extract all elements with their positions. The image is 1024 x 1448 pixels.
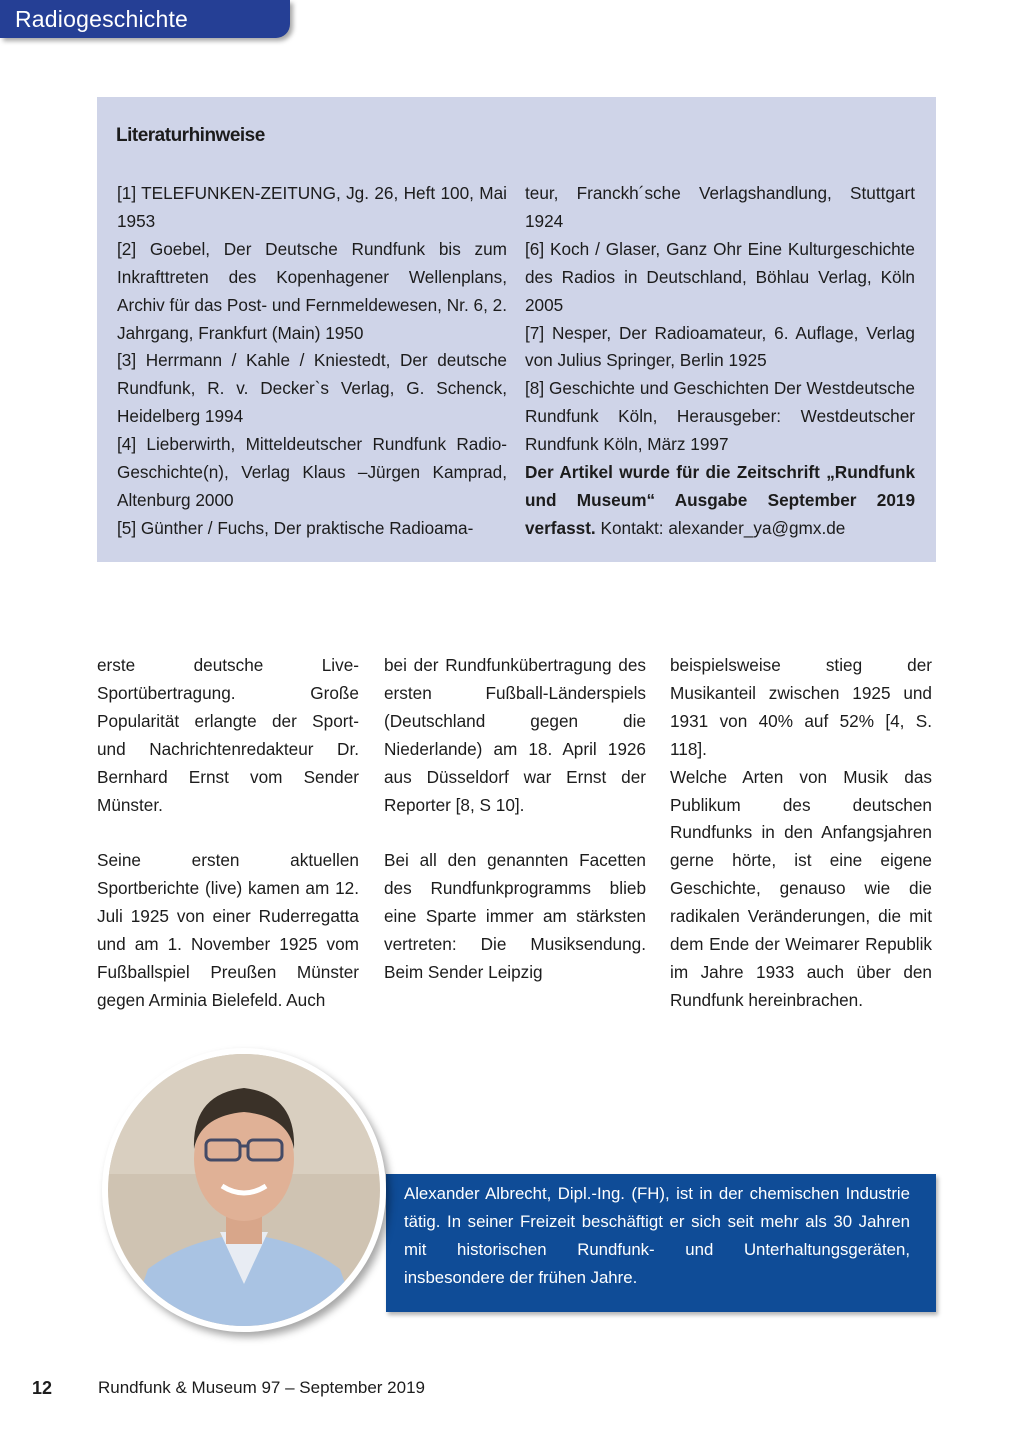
- literature-title: Literaturhinweise: [116, 125, 265, 146]
- section-header-tab: [0, 0, 290, 38]
- reference-3: [3] Herrmann / Kahle / Kniestedt, Der deutsche Rundfunk, R. v. Decker`s Verlag, G. Schenck, Heidelberg 1994: [117, 350, 507, 427]
- section-label: Radiogeschichte: [15, 6, 189, 32]
- reference-2: [2] Goebel, Der Deutsche Rundfunk bis zum Inkrafttreten des Kopenhagener Wellenplans, Archiv für das Post- und Fernmeldewesen, Nr. 6, 2. Jahrgang, Frankfurt (Main) 1950: [117, 238, 507, 343]
- article-note: [525, 459, 915, 543]
- paragraph: Seine ersten aktuellen Sportberichte (live) kamen am 12. Juli 1925 von einer Ruderregatta und am 1. November 1925 vom Fußballspiel Preußen Münster gegen Arminia Bielefeld. Auch: [97, 850, 359, 1010]
- literature-column-right: [525, 180, 915, 543]
- article-column-2: [384, 652, 646, 987]
- article-column-1: [97, 652, 359, 1015]
- paragraph: Bei all den genannten Facetten des Rundfunkprogramms blieb eine Sparte immer am stärksten vertreten: Die Musiksendung. Beim Sender Leipzig: [384, 850, 646, 982]
- literature-box: [97, 97, 936, 562]
- author-bio-box: [386, 1174, 936, 1312]
- article-column-3: [670, 652, 932, 1015]
- paragraph: Welche Arten von Musik das Publikum des deutschen Rundfunks in den Anfangsjahren gerne hörte, ist eine eigene Geschichte, genauso wie die radikalen Veränderungen, die mit dem Ende der Weimarer Republik im Jahre 1933 auch über den Rundfunk hereinbrachen.: [670, 766, 932, 1010]
- article-note-bold: Der Artikel wurde für die Zeitschrift „Rundfunk und Museum“ Ausgabe September 2019 verfasst.: [525, 462, 915, 538]
- contact-email[interactable]: Kontakt: alexander_ya@gmx.de: [595, 517, 846, 538]
- portrait-icon: [108, 1054, 380, 1326]
- paragraph: erste deutsche Live-Sportübertragung. Große Popularität erlangte der Sport- und Nachrichtenredakteur Dr. Bernhard Ernst vom Sender Münster.: [97, 655, 359, 815]
- literature-column-left: [117, 180, 507, 543]
- reference-4: [4] Lieberwirth, Mitteldeutscher Rundfunk Radio-Geschichte(n), Verlag Klaus –Jürgen Kamprad, Altenburg 2000: [117, 434, 507, 510]
- paragraph: beispielsweise stieg der Musikanteil zwischen 1925 und 1931 von 40% auf 52% [4, S. 118].: [670, 655, 932, 759]
- publication-info: Rundfunk & Museum 97 – September 2019: [98, 1378, 425, 1397]
- reference-7: [7] Nesper, Der Radioamateur, 6. Auflage, Verlag von Julius Springer, Berlin 1925: [525, 322, 915, 371]
- author-bio: Alexander Albrecht, Dipl.-Ing. (FH), ist in der chemischen Industrie tätig. In seiner Freizeit beschäftigt er sich seit mehr als 30 Jahren mit historischen Rundfunk- und Unterhaltungsgeräten, insbesondere der frühen Jahre.: [404, 1184, 910, 1287]
- page-number: 12: [32, 1378, 53, 1398]
- author-photo: [102, 1048, 386, 1332]
- reference-6: [6] Koch / Glaser, Ganz Ohr Eine Kulturgeschichte des Radios in Deutschland, Böhlau Verlag, Köln 2005: [525, 238, 915, 315]
- reference-8: [8] Geschichte und Geschichten Der Westdeutsche Rundfunk Köln, Herausgeber: Westdeutscher Rundfunk Köln, März 1997: [525, 378, 915, 455]
- reference-5-end: teur, Franckh´sche Verlagshandlung, Stuttgart 1924: [525, 183, 915, 231]
- reference-1: [1] TELEFUNKEN-ZEITUNG, Jg. 26, Heft 100, Mai 1953: [117, 183, 507, 231]
- reference-5-start: [5] Günther / Fuchs, Der praktische Radioama-: [117, 517, 474, 538]
- paragraph: bei der Rundfunkübertragung des ersten Fußball-Länderspiels (Deutschland gegen die Niederlande) am 18. April 1926 aus Düsseldorf war Ernst der Reporter [8, S 10].: [384, 655, 646, 815]
